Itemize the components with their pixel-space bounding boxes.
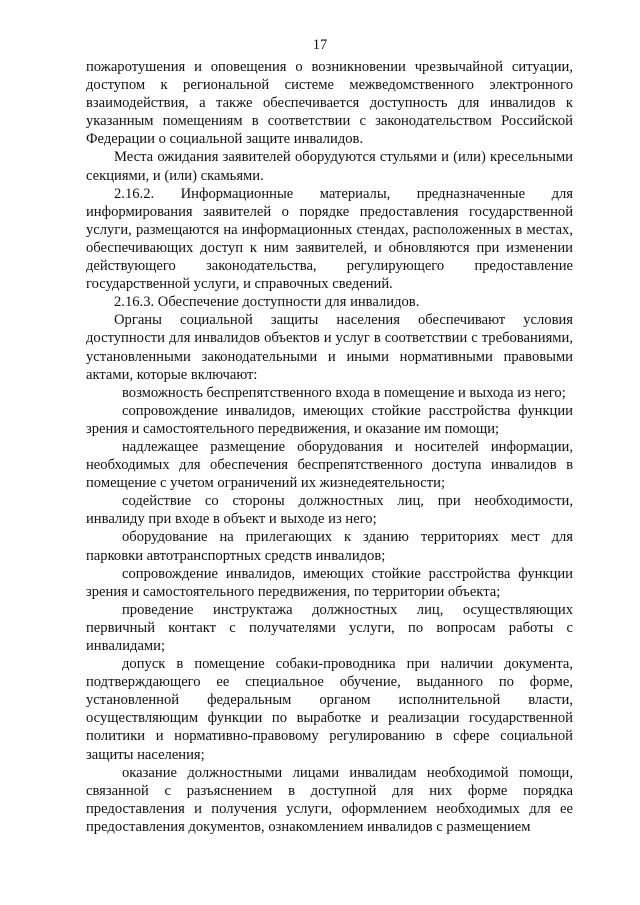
paragraph-social-protection-bodies: Органы социальной защиты населения обеспечивают условия доступности для инвалидов объектов и услуг в соответствии с требованиями, установленными законодательными и иными нормативными правовыми актами, которые включают:: [86, 312, 573, 383]
list-item-staff-briefing: проведение инструктажа должностных лиц, осуществляющих первичный контакт с получателями услуги, по вопросам работы с инвалидами;: [86, 601, 573, 654]
list-item-parking: оборудование на прилегающих к зданию территориях мест для парковки автотранспортных средств инвалидов;: [86, 529, 573, 564]
paragraph-section-2-16-2: 2.16.2. Информационные материалы, предназначенные для информирования заявителей о порядке предоставления государственной услуги, размещаются на информационных стендах, расположенных в местах, обеспечивающих доступ к ним заявителей, и обновляются при изменении действующего законодательства, регулирующего предоставление государственной услуги, и справочных сведений.: [86, 185, 573, 293]
list-item-guide-dog: допуск в помещение собаки-проводника при наличии документа, подтверждающего ее специальное обучение, выданного по форме, установленной федеральным органом исполнительной власти, осуществляющим функции по выработке и реализации государственной политики и нормативно-правовому регулированию в сфере социальной защиты населения;: [86, 656, 573, 763]
list-item-escort-assistance: сопровождение инвалидов, имеющих стойкие расстройства функции зрения и самостоятельного передвижения, и оказание им помощи;: [86, 402, 573, 437]
list-item-equipment-placement: надлежащее размещение оборудования и носителей информации, необходимых для обеспечения беспрепятственного доступа инвалидов в помещение с учетом ограничений их жизнедеятельности;: [86, 438, 573, 492]
paragraph-continuation: пожаротушения и оповещения о возникновении чрезвычайной ситуации, доступом к региональной системе межведомственного электронного взаимодействия, а также обеспечивается доступность для инвалидов к указанным помещениям в соответствии с законодательством Российской Федерации о социальной защите инвалидов.: [86, 59, 573, 148]
list-item-officials-assistance: содействие со стороны должностных лиц, при необходимости, инвалиду при входе в объект и выходе из него;: [86, 493, 573, 528]
document-body: [86, 58, 573, 836]
list-item-escort-territory: сопровождение инвалидов, имеющих стойкие расстройства функции зрения и самостоятельного передвижения, по территории объекта;: [86, 565, 573, 600]
paragraph-section-2-16-3-heading: 2.16.3. Обеспечение доступности для инвалидов.: [114, 294, 420, 311]
paragraph-waiting-areas: Места ожидания заявителей оборудуются стульями и (или) кресельными секциями, и (или) скамьями.: [86, 149, 573, 184]
list-item-entrance-access: возможность беспрепятственного входа в помещение и выхода из него;: [122, 384, 566, 401]
list-item-officials-help: оказание должностными лицами инвалидам необходимой помощи, связанной с разъяснением в доступной для них форме порядка предоставления и получения услуги, оформлением необходимых для ее предоставления документов, ознакомлением инвалидов с размещением: [86, 764, 573, 835]
page-number: 17: [312, 37, 328, 53]
